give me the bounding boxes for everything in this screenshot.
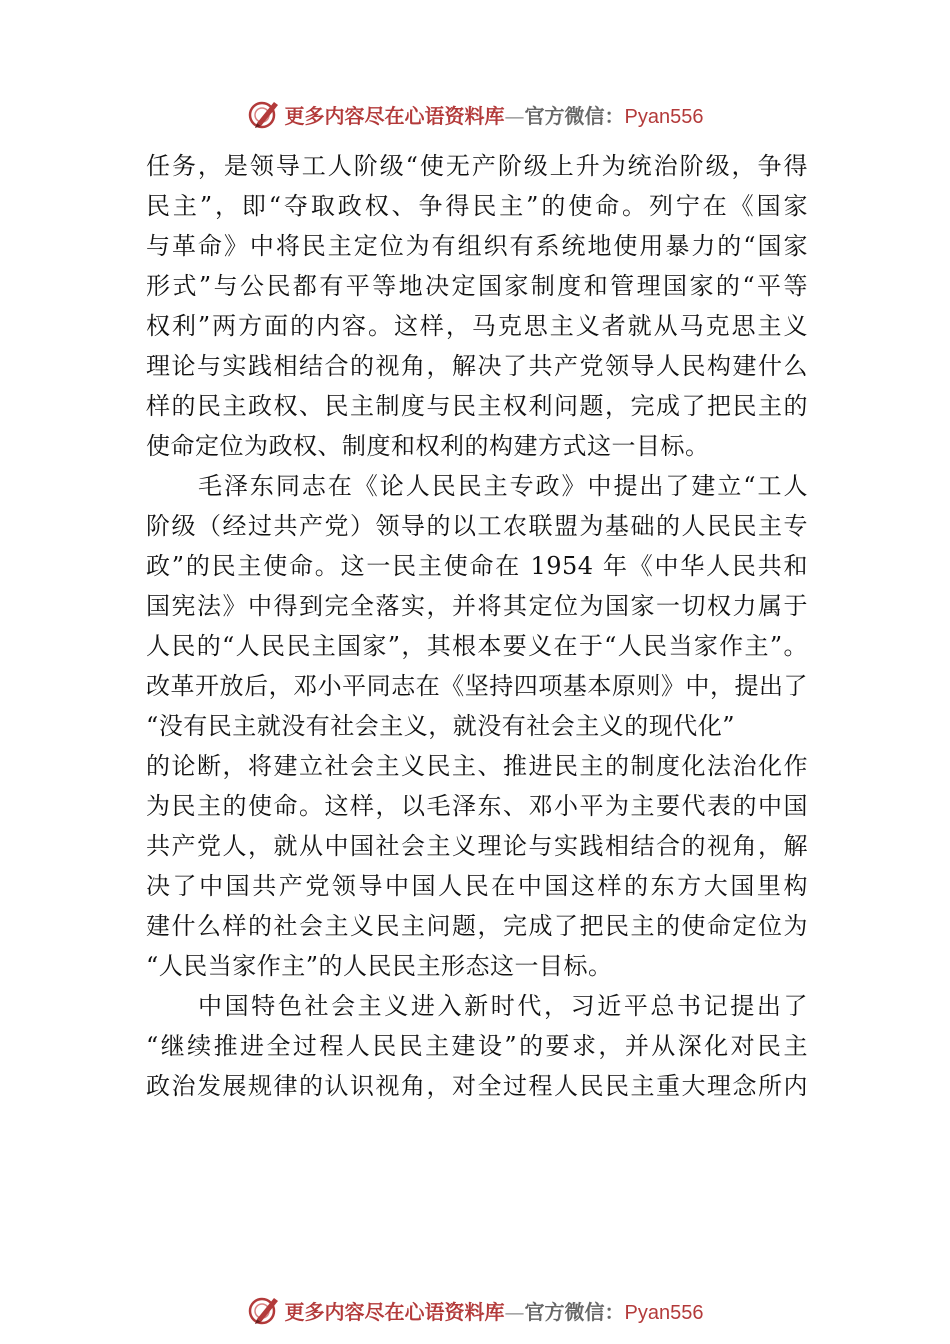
banner-title: 更多内容尽在心语资料库 [284,1299,505,1324]
text-line: 任务，是领导工人阶级“使无产阶级上升为统治阶级，争得 [146,152,808,180]
banner-separator: — [504,1299,525,1324]
banner-wechat-label: 官方微信： [524,103,625,128]
text-line: 阶级（经过共产党）领导的以工农联盟为基础的人民民主专 [146,512,808,540]
text-line: 决了中国共产党领导中国人民在中国这样的东方大国里构 [146,872,808,900]
banner-wechat-label: 官方微信： [524,1299,625,1324]
pen-circle-logo-icon [247,1293,281,1327]
banner-separator: — [504,103,525,128]
text-line: 政”的民主使命。这一民主使命在 1954 年《中华人民共和 [146,552,808,580]
text-line: 样的民主政权、民主制度与民主权利问题，完成了把民主的 [146,392,808,420]
text-line: 为民主的使命。这样，以毛泽东、邓小平为主要代表的中国 [146,792,808,820]
banner-wechat-id: Pyan556 [624,105,704,128]
text-line: 国宪法》中得到完全落实，并将其定位为国家一切权力属于 [146,592,808,620]
paragraph-first-line: 中国特色社会主义进入新时代，习近平总书记提出了 [198,992,808,1020]
text-line: 人民的“人民民主国家”，其根本要义在于“人民当家作主”。 [146,632,808,660]
text-line: “人民当家作主”的人民民主形态这一目标。 [146,952,613,980]
text-line: 建什么样的社会主义民主问题，完成了把民主的使命定位为 [146,912,808,940]
text-line: 政治发展规律的认识视角，对全过程人民民主重大理念所内 [146,1072,808,1100]
footer-banner [0,1290,950,1330]
paragraph-first-line: 毛泽东同志在《论人民民主专政》中提出了建立“工人 [198,472,808,500]
header-banner [0,94,950,134]
text-line: 民主”，即“夺取政权、争得民主”的使命。列宁在《国家 [146,192,808,220]
text-line: 改革开放后，邓小平同志在《坚持四项基本原则》中，提出了 [146,672,808,700]
text-line: 权利”两方面的内容。这样，马克思主义者就从马克思主义 [146,312,808,340]
pen-circle-logo-icon [247,97,281,131]
footer-banner-text [285,1296,704,1325]
text-line: 共产党人，就从中国社会主义理论与实践相结合的视角，解 [146,832,808,860]
banner-title: 更多内容尽在心语资料库 [284,103,505,128]
text-line: “没有民主就没有社会主义，就没有社会主义的现代化” [146,712,736,740]
text-line: 使命定位为政权、制度和权利的构建方式这一目标。 [146,432,710,460]
text-line: 与革命》中将民主定位为有组织有系统地使用暴力的“国家 [146,232,808,260]
text-line: “继续推进全过程人民民主建设”的要求，并从深化对民主 [146,1032,808,1060]
header-banner-text [285,100,704,129]
text-line: 的论断，将建立社会主义民主、推进民主的制度化法治化作 [146,752,808,780]
text-line: 理论与实践相结合的视角，解决了共产党领导人民构建什么 [146,352,808,380]
text-line: 形式”与公民都有平等地决定国家制度和管理国家的“平等 [146,272,808,300]
banner-wechat-id: Pyan556 [624,1301,704,1324]
document-body [146,146,808,1106]
